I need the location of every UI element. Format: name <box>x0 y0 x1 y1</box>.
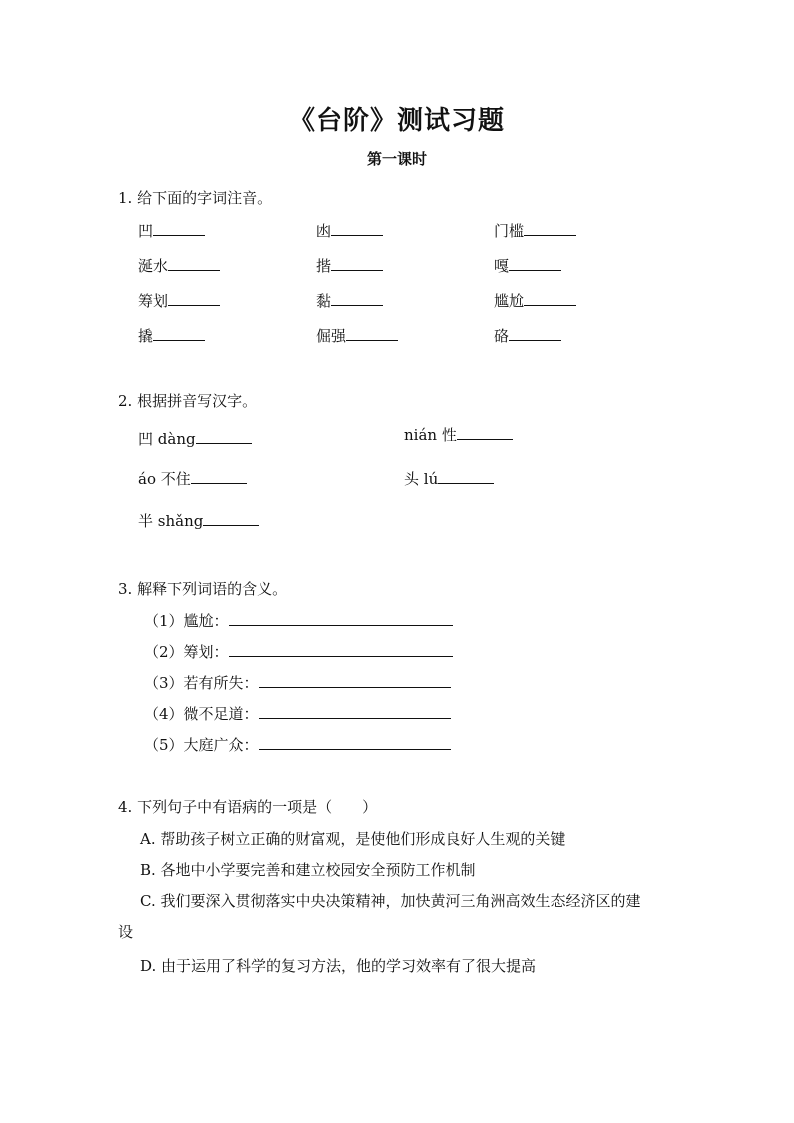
q1-item-word: 凹 <box>138 222 154 240</box>
q2-item-prompt: 凹 dàng <box>138 430 196 448</box>
q1-item-word: 嘎 <box>494 257 510 275</box>
page-subtitle: 第一课时 <box>366 150 427 168</box>
answer-blank[interactable] <box>438 469 494 484</box>
answer-blank[interactable] <box>229 611 453 626</box>
answer-blank[interactable] <box>168 256 220 271</box>
q1-item <box>138 290 220 311</box>
q3-item-term: （3）若有所失： <box>144 674 259 692</box>
q1-item <box>316 290 383 311</box>
question-4-heading: 4. 下列句子中有语病的一项是（ ） <box>118 798 378 816</box>
q1-item <box>316 325 398 346</box>
q1-item-word: 涎水 <box>138 257 169 275</box>
answer-blank[interactable] <box>203 511 259 526</box>
q4-option-c[interactable]: C. 我们要深入贯彻落实中央决策精神，加快黄河三角洲高效生态经济区的建 <box>140 892 641 910</box>
q1-item <box>494 255 561 276</box>
q3-item <box>144 734 451 755</box>
answer-blank[interactable] <box>509 326 561 341</box>
q1-item <box>494 290 576 311</box>
q1-item <box>138 325 205 346</box>
q1-item-word: 撬 <box>138 327 154 345</box>
q1-item-word: 揩 <box>316 257 332 275</box>
q2-item-prompt: 头 lú <box>404 470 439 488</box>
q1-item-word: 凼 <box>316 222 332 240</box>
q3-item-term: （4）微不足道： <box>144 705 259 723</box>
q1-item-word: 硌 <box>494 327 510 345</box>
question-2-heading: 2. 根据拼音写汉字。 <box>118 392 258 410</box>
answer-blank[interactable] <box>153 221 205 236</box>
q2-item <box>404 468 494 489</box>
q1-item-word: 筹划 <box>138 292 169 310</box>
q3-item <box>144 703 451 724</box>
q3-item-term: （1）尴尬： <box>144 612 229 630</box>
q1-item <box>494 325 561 346</box>
page-title: 《台阶》测试习题 <box>288 106 505 136</box>
question-3-heading: 3. 解释下列词语的含义。 <box>118 580 288 598</box>
q4-option-d[interactable]: D. 由于运用了科学的复习方法，他的学习效率有了很大提高 <box>140 957 537 975</box>
answer-blank[interactable] <box>346 326 398 341</box>
q3-item <box>144 610 453 631</box>
q4-option-c-continued: 设 <box>118 923 134 941</box>
answer-blank[interactable] <box>191 469 247 484</box>
answer-blank[interactable] <box>259 704 451 719</box>
q1-item <box>316 220 383 241</box>
q2-item <box>138 428 252 449</box>
q3-item-term: （2）筹划： <box>144 643 229 661</box>
q2-item <box>138 468 247 489</box>
answer-blank[interactable] <box>524 291 576 306</box>
question-1-heading: 1. 给下面的字词注音。 <box>118 189 273 207</box>
q4-option-b[interactable]: B. 各地中小学要完善和建立校园安全预防工作机制 <box>140 861 476 879</box>
answer-blank[interactable] <box>259 735 451 750</box>
q3-item <box>144 672 451 693</box>
answer-blank[interactable] <box>229 642 453 657</box>
q1-item <box>138 255 220 276</box>
q2-item-prompt: áo 不住 <box>138 470 191 488</box>
q3-item <box>144 641 453 662</box>
q1-item <box>316 255 383 276</box>
q1-item-word: 倔强 <box>316 327 347 345</box>
q1-item <box>494 220 576 241</box>
answer-blank[interactable] <box>331 221 383 236</box>
answer-blank[interactable] <box>259 673 451 688</box>
answer-blank[interactable] <box>457 425 513 440</box>
answer-blank[interactable] <box>524 221 576 236</box>
q2-item <box>138 510 259 531</box>
answer-blank[interactable] <box>196 429 252 444</box>
answer-blank[interactable] <box>331 256 383 271</box>
q3-item-term: （5）大庭广众： <box>144 736 259 754</box>
answer-blank[interactable] <box>331 291 383 306</box>
q2-item-prompt: nián 性 <box>404 426 457 444</box>
q1-item <box>138 220 205 241</box>
q1-item-word: 黏 <box>316 292 332 310</box>
q1-item-word: 门槛 <box>494 222 525 240</box>
q2-item <box>404 424 513 445</box>
answer-blank[interactable] <box>153 326 205 341</box>
answer-blank[interactable] <box>509 256 561 271</box>
q4-option-a[interactable]: A. 帮助孩子树立正确的财富观，是使他们形成良好人生观的关键 <box>140 830 566 848</box>
q1-item-word: 尴尬 <box>494 292 525 310</box>
q2-item-prompt: 半 shǎng <box>138 512 204 530</box>
answer-blank[interactable] <box>168 291 220 306</box>
